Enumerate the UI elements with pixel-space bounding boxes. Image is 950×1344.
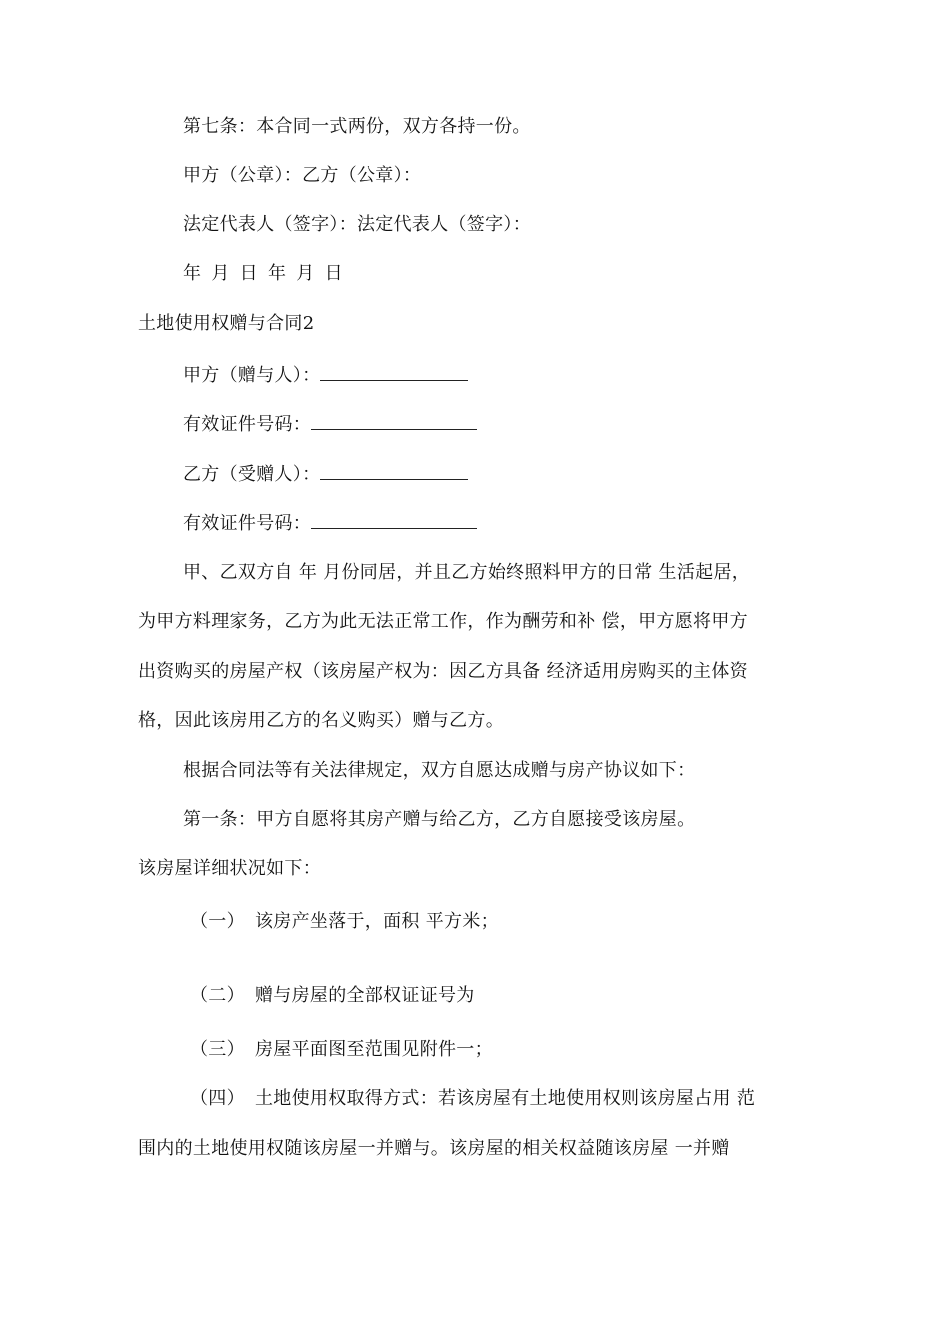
para1-line1: 甲、乙双方自 年 月份同居，并且乙方始终照料甲方的日常 生活起居， <box>183 562 751 583</box>
contract-title: 土地使用权赠与合同2 <box>138 313 315 334</box>
date-line: 年 月 日 年 月 日 <box>183 263 343 284</box>
party-seals-line: 甲方（公章）：乙方（公章）： <box>183 165 422 186</box>
para2: 根据合同法等有关法律规定，双方自愿达成赠与房产协议如下： <box>183 760 696 781</box>
donee-blank <box>320 461 468 480</box>
donee-id-blank <box>311 510 477 529</box>
article-1: 第一条：甲方自愿将其房产赠与给乙方，乙方自愿接受该房屋。 <box>183 809 696 830</box>
para1-line4: 格，因此该房用乙方的名义购买）赠与乙方。 <box>138 710 504 731</box>
item-2-text: 赠与房屋的全部权证证号为 <box>255 985 475 1006</box>
donor-blank <box>320 362 468 381</box>
item-4-label: （四） <box>190 1088 245 1109</box>
donee-id-field-label: 有效证件号码： <box>183 513 312 534</box>
item-4-text: 土地使用权取得方式：若该房屋有土地使用权则该房屋占用 范 <box>255 1088 756 1109</box>
details-intro: 该房屋详细状况如下： <box>138 858 321 879</box>
donor-id-field-label: 有效证件号码： <box>183 414 312 435</box>
donor-field-label: 甲方（赠与人）： <box>183 365 321 386</box>
donee-field <box>183 461 468 487</box>
legal-representatives-line: 法定代表人（签字）：法定代表人（签字）： <box>183 214 531 235</box>
donor-id-blank <box>311 411 477 430</box>
para1-line2: 为甲方料理家务，乙方为此无法正常工作，作为酬劳和补 偿，甲方愿将甲方 <box>138 611 748 632</box>
donee-id-field <box>183 510 477 536</box>
donee-field-label: 乙方（受赠人）： <box>183 464 321 485</box>
article-7: 第七条：本合同一式两份，双方各持一份。 <box>183 116 531 137</box>
donor-id-field <box>183 411 477 437</box>
item-4-continuation: 围内的土地使用权随该房屋一并赠与。该房屋的相关权益随该房屋 一并赠 <box>138 1138 730 1159</box>
item-3-text: 房屋平面图至范围见附件一； <box>255 1039 493 1060</box>
item-3-label: （三） <box>190 1039 245 1060</box>
item-1-text: 该房产坐落于，面积 平方米； <box>255 911 499 932</box>
para1-line3: 出资购买的房屋产权（该房屋产权为：因乙方具备 经济适用房购买的主体资 <box>138 661 748 682</box>
donor-field <box>183 362 468 388</box>
item-2-label: （二） <box>190 985 245 1006</box>
item-1-label: （一） <box>190 911 245 932</box>
